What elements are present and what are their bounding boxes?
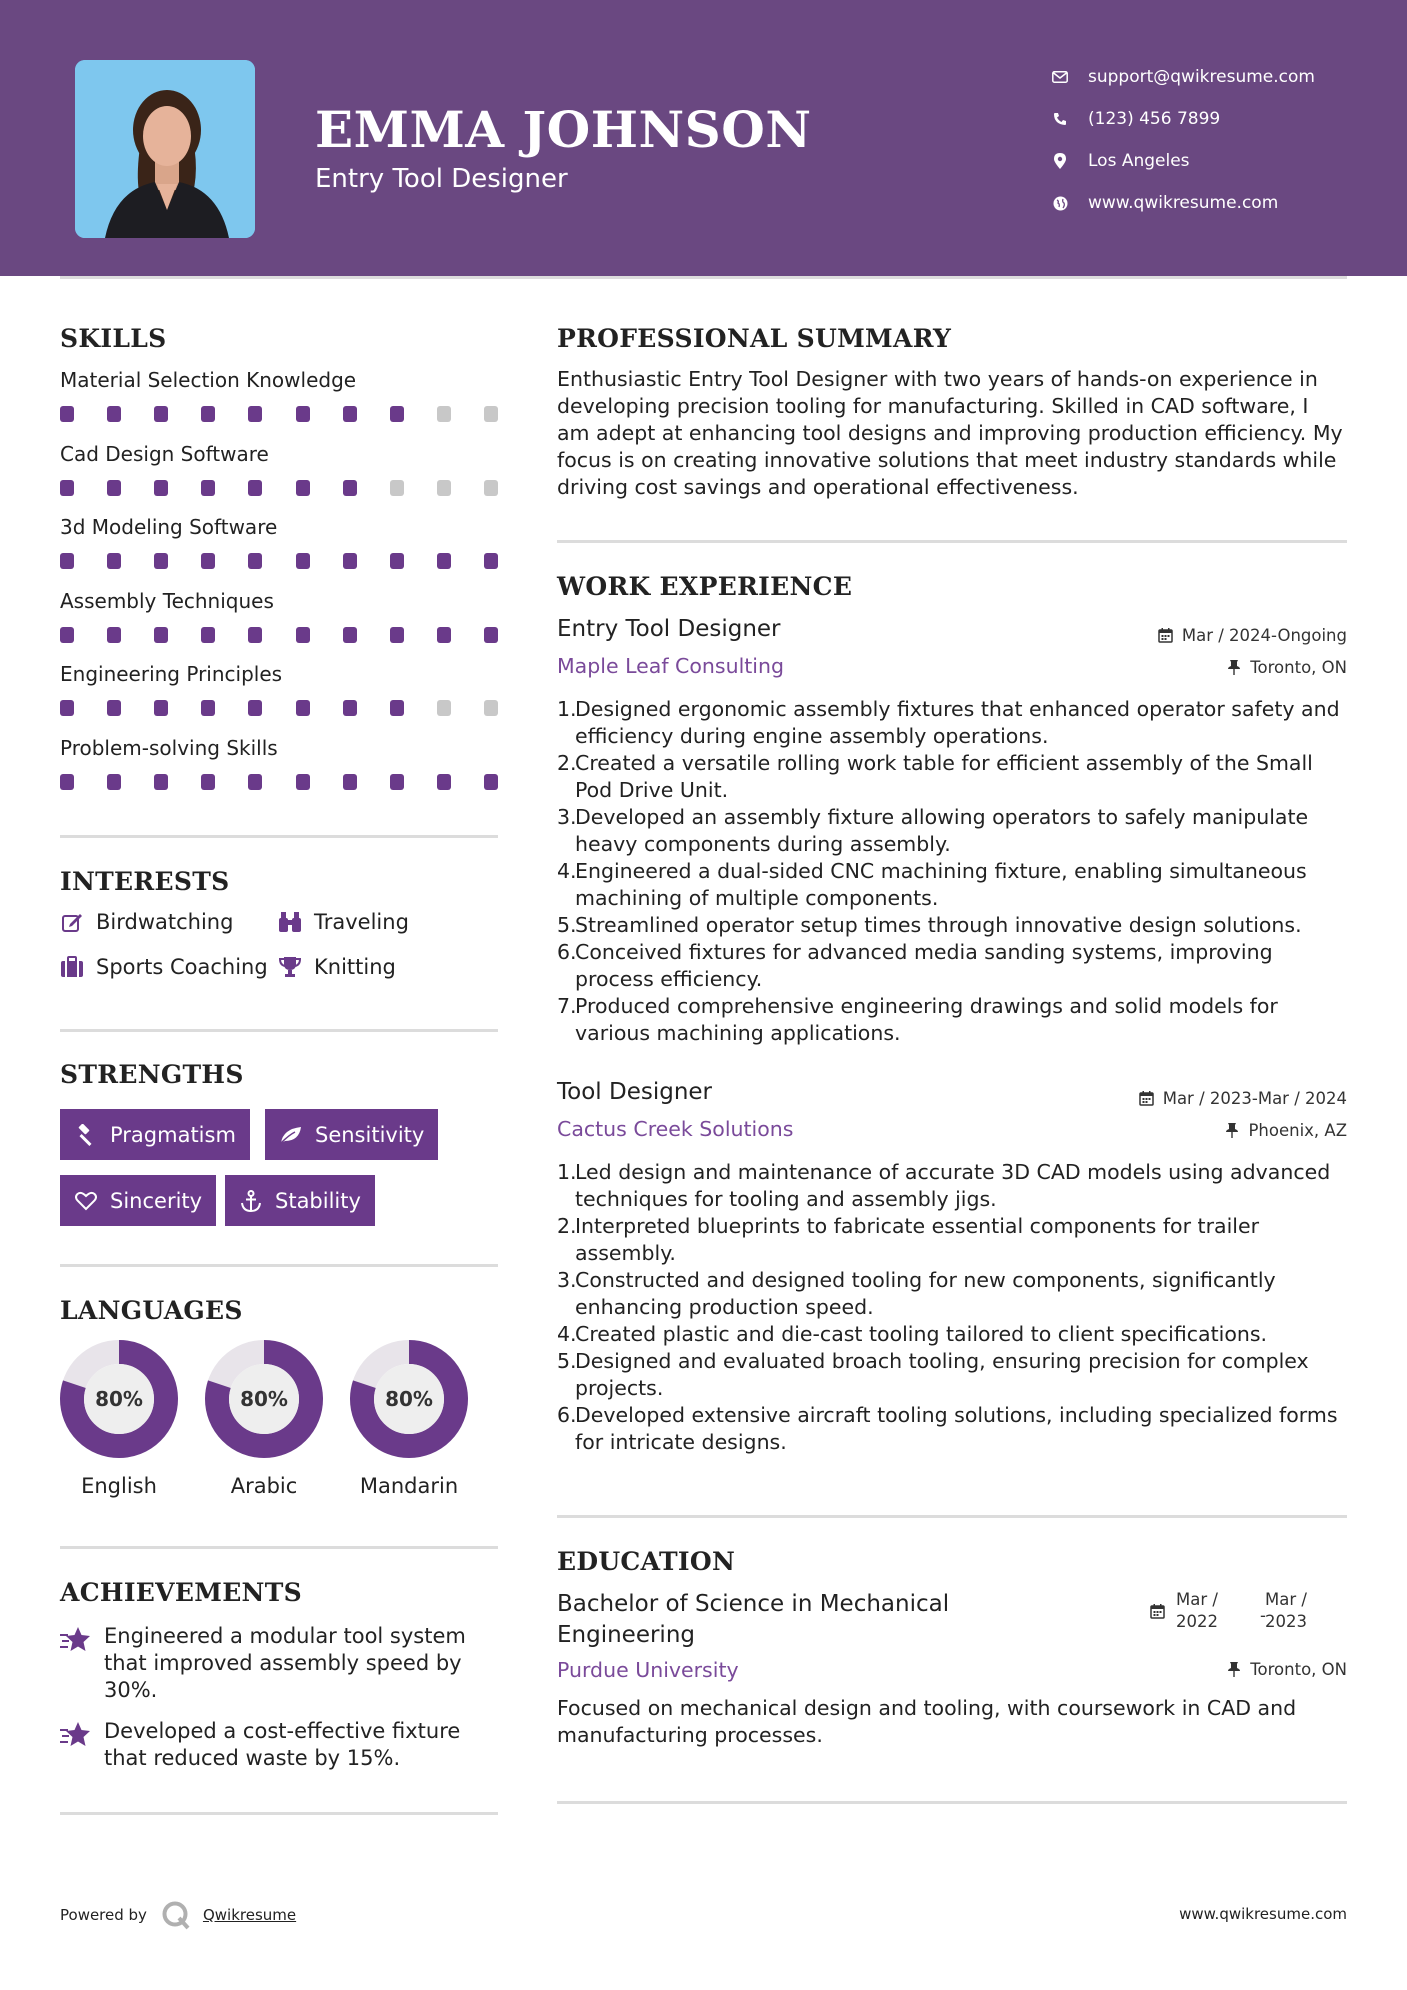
bullet-text: Designed and evaluated broach tooling, ensuring precision for complex projects. — [575, 1349, 1309, 1400]
skill-rating — [60, 700, 498, 716]
interests-divider — [60, 1029, 498, 1032]
bullet-text: Conceived fixtures for advanced media sanding systems, improving process efficiency. — [575, 940, 1273, 991]
skill-rating-dot — [201, 480, 215, 496]
language-percent: 80% — [95, 1387, 143, 1411]
job-company: Maple Leaf Consulting — [557, 654, 785, 678]
phone-icon — [1050, 109, 1070, 129]
skill-rating-dot — [296, 406, 310, 422]
calendar-icon — [1139, 1091, 1155, 1107]
skill-rating-dot — [296, 774, 310, 790]
bullet-number: 1. — [557, 1160, 577, 1184]
education-location-text: Toronto, ON — [1250, 1660, 1347, 1679]
strength-pragmatism — [60, 1109, 250, 1160]
job-title: Tool Designer — [557, 1079, 713, 1105]
skill-rating — [60, 774, 498, 790]
job-dates — [1139, 1089, 1347, 1108]
job-location — [1224, 1121, 1347, 1140]
skill-item — [60, 736, 498, 810]
bullet-number: 6. — [557, 940, 577, 964]
trophy-icon — [278, 955, 302, 979]
skill-rating-dot — [296, 627, 310, 643]
contact-list — [1050, 56, 1390, 224]
skill-rating-dot — [437, 480, 451, 496]
strength-label: Stability — [275, 1188, 361, 1213]
skill-rating-dot — [107, 627, 121, 643]
calendar-icon — [1158, 628, 1174, 644]
education-location — [1226, 1660, 1347, 1679]
bullet-text: Developed extensive aircraft tooling solutions, including specialized forms for intricate designs. — [575, 1403, 1338, 1454]
skills-heading: SKILLS — [60, 324, 167, 353]
edu-end-month: Mar / — [1265, 1590, 1307, 1609]
contact-email-text: support@qwikresume.com — [1088, 67, 1315, 87]
skill-rating-dot — [248, 627, 262, 643]
skill-rating-dot — [60, 627, 74, 643]
skill-rating-dot — [390, 480, 404, 496]
bullet-number: 4. — [557, 859, 577, 883]
job-bullets — [557, 1159, 1352, 1456]
skill-rating-dot — [107, 553, 121, 569]
skill-rating-dot — [154, 627, 168, 643]
skill-rating-dot — [390, 553, 404, 569]
bullet-number: 3. — [557, 805, 577, 829]
pushpin-icon — [1226, 1662, 1242, 1678]
skill-rating-dot — [201, 700, 215, 716]
bullet-number: 5. — [557, 913, 577, 937]
language-item — [348, 1338, 470, 1498]
strengths-divider — [60, 1264, 498, 1267]
skill-rating-dot — [201, 553, 215, 569]
bullet-text: Led design and maintenance of accurate 3D CAD models using advanced techniques for tooling and assembly jigs. — [575, 1160, 1331, 1211]
skill-rating-dot — [296, 700, 310, 716]
skill-rating-dot — [154, 406, 168, 422]
skill-rating-dot — [296, 553, 310, 569]
bullet-number: 1. — [557, 697, 577, 721]
skill-rating-dot — [248, 700, 262, 716]
skill-rating-dot — [390, 627, 404, 643]
achievements-heading: ACHIEVEMENTS — [60, 1578, 302, 1607]
language-item — [58, 1338, 180, 1498]
powered-by-label: Powered by — [60, 1906, 147, 1924]
skill-rating-dot — [154, 700, 168, 716]
job-location — [1226, 658, 1347, 677]
anchor-icon — [239, 1189, 263, 1213]
skill-rating-dot — [484, 553, 498, 569]
skill-rating-dot — [343, 627, 357, 643]
language-label: Mandarin — [359, 1474, 459, 1498]
header-divider — [60, 276, 1347, 279]
job-title: Entry Tool Designer — [557, 616, 781, 642]
strength-label: Sincerity — [110, 1188, 203, 1213]
skill-rating-dot — [60, 553, 74, 569]
job-dates-text: Mar / 2024-Ongoing — [1181, 626, 1347, 645]
job-bullet — [557, 1321, 1352, 1348]
strengths-heading: STRENGTHS — [60, 1060, 244, 1089]
contact-website-text: www.qwikresume.com — [1088, 193, 1279, 213]
pushpin-icon — [1224, 1123, 1240, 1139]
contact-email[interactable] — [1050, 56, 1390, 98]
interest-sports-coaching — [60, 955, 268, 979]
job-bullet — [557, 993, 1352, 1047]
experience-divider — [557, 1515, 1347, 1518]
language-percent: 80% — [240, 1387, 288, 1411]
skill-rating-dot — [107, 406, 121, 422]
job-company: Cactus Creek Solutions — [557, 1117, 794, 1141]
skill-rating-dot — [107, 700, 121, 716]
bullet-text: Created plastic and die-cast tooling tailored to client specifications. — [575, 1322, 1268, 1346]
job-bullet — [557, 912, 1352, 939]
profile-photo — [75, 60, 255, 238]
skill-name: 3d Modeling Software — [60, 515, 278, 539]
bullet-text: Developed an assembly fixture allowing operators to safely manipulate heavy components during assembly. — [575, 805, 1309, 856]
interest-birdwatching — [60, 910, 233, 934]
job-bullet — [557, 858, 1352, 912]
job-bullet — [557, 1348, 1352, 1402]
strength-sincerity — [60, 1175, 216, 1226]
briefcase-icon — [60, 955, 84, 979]
skill-rating-dot — [437, 700, 451, 716]
skills-divider — [60, 835, 498, 838]
edu-date-dash: - — [1260, 1606, 1266, 1625]
skill-rating-dot — [343, 406, 357, 422]
skill-rating-dot — [437, 627, 451, 643]
job-bullet — [557, 1402, 1352, 1456]
bullet-text: Interpreted blueprints to fabricate essential components for trailer assembly. — [575, 1214, 1260, 1265]
achievement-text: Developed a cost-effective fixture that reduced waste by 15%. — [104, 1719, 461, 1770]
skills-list — [60, 368, 498, 809]
bullet-number: 2. — [557, 751, 577, 775]
skill-name: Engineering Principles — [60, 662, 283, 686]
interest-label: Knitting — [314, 955, 396, 979]
leaf-icon — [279, 1123, 303, 1147]
skill-item — [60, 589, 498, 663]
edu-start-month: Mar / — [1176, 1590, 1218, 1609]
bullet-text: Created a versatile rolling work table for efficient assembly of the Small Pod Drive Unit. — [575, 751, 1313, 802]
skill-item — [60, 515, 498, 589]
skill-rating-dot — [343, 774, 357, 790]
summary-heading: PROFESSIONAL SUMMARY — [557, 324, 952, 353]
bullet-number: 3. — [557, 1268, 577, 1292]
skill-rating-dot — [484, 627, 498, 643]
star-icon — [60, 1720, 92, 1752]
footer-website[interactable]: www.qwikresume.com — [1179, 1905, 1347, 1923]
contact-phone-text: (123) 456 7899 — [1088, 109, 1221, 129]
star-icon — [60, 1625, 92, 1657]
job-location-text: Toronto, ON — [1250, 658, 1347, 677]
globe-icon — [1050, 193, 1070, 213]
skill-rating-dot — [343, 553, 357, 569]
skill-rating-dot — [390, 406, 404, 422]
interest-knitting — [278, 955, 396, 979]
education-heading: EDUCATION — [557, 1547, 736, 1576]
language-donut — [58, 1338, 180, 1460]
bullet-text: Produced comprehensive engineering drawings and solid models for various machining applications. — [575, 994, 1278, 1045]
strength-label: Sensitivity — [315, 1122, 425, 1147]
interest-label: Traveling — [314, 910, 409, 934]
language-label: English — [81, 1474, 157, 1498]
skill-rating-dot — [201, 774, 215, 790]
skill-rating-dot — [484, 406, 498, 422]
skill-rating-dot — [60, 774, 74, 790]
language-donut — [203, 1338, 325, 1460]
degree-line-2: Engineering — [557, 1622, 695, 1648]
skill-rating — [60, 406, 498, 422]
skill-rating-dot — [437, 774, 451, 790]
skill-rating-dot — [154, 553, 168, 569]
contact-website[interactable] — [1050, 182, 1390, 224]
footer-powered-by — [60, 1900, 296, 1930]
qwikresume-logo-icon — [161, 1900, 191, 1930]
language-percent: 80% — [385, 1387, 433, 1411]
pushpin-icon — [1226, 660, 1242, 676]
skill-rating-dot — [343, 700, 357, 716]
achievement-item — [60, 1623, 500, 1704]
skill-name: Assembly Techniques — [60, 588, 274, 613]
skill-rating-dot — [343, 480, 357, 496]
edu-end-year: 2023 — [1265, 1612, 1307, 1631]
skill-item — [60, 442, 498, 516]
skill-rating — [60, 553, 498, 569]
experience-heading: WORK EXPERIENCE — [557, 572, 853, 601]
bullet-text: Streamlined operator setup times through innovative design solutions. — [575, 913, 1302, 937]
language-donut — [348, 1338, 470, 1460]
job-dates — [1158, 626, 1347, 645]
qwikresume-link[interactable]: Qwikresume — [202, 1906, 297, 1924]
contact-location-text: Los Angeles — [1088, 151, 1190, 171]
map-pin-icon — [1050, 151, 1070, 171]
job-bullet — [557, 1213, 1352, 1267]
achievements-divider — [60, 1812, 498, 1815]
bullet-number: 5. — [557, 1349, 577, 1373]
skill-rating-dot — [60, 480, 74, 496]
interest-traveling — [278, 910, 409, 934]
skill-rating-dot — [201, 406, 215, 422]
job-dates-text: Mar / 2023-Mar / 2024 — [1162, 1089, 1347, 1108]
pencil-square-icon — [60, 910, 84, 934]
skill-name: Problem-solving Skills — [60, 735, 278, 760]
bullet-number: 7. — [557, 994, 577, 1018]
skill-rating-dot — [248, 406, 262, 422]
education-divider — [557, 1801, 1347, 1804]
skill-rating-dot — [60, 700, 74, 716]
achievement-text: Engineered a modular tool system that improved assembly speed by 30%. — [104, 1624, 466, 1702]
gavel-icon — [74, 1123, 98, 1147]
bullet-number: 4. — [557, 1322, 577, 1346]
languages-heading: LANGUAGES — [60, 1296, 243, 1325]
bullet-number: 2. — [557, 1214, 577, 1238]
bullet-text: Designed ergonomic assembly fixtures that enhanced operator safety and efficiency during engine assembly operations. — [575, 697, 1340, 748]
contact-location — [1050, 140, 1390, 182]
envelope-icon — [1050, 67, 1070, 87]
job-bullet — [557, 1267, 1352, 1321]
language-label: Arabic — [230, 1474, 298, 1498]
skill-rating-dot — [437, 406, 451, 422]
skill-rating-dot — [248, 553, 262, 569]
school-name: Purdue University — [557, 1658, 739, 1682]
skill-rating-dot — [484, 700, 498, 716]
candidate-title: Entry Tool Designer — [315, 164, 568, 194]
bullet-text: Engineered a dual-sided CNC machining fixture, enabling simultaneous machining of multiple components. — [575, 859, 1307, 910]
header-banner — [0, 0, 1407, 276]
bullet-number: 6. — [557, 1403, 577, 1427]
skill-rating-dot — [437, 553, 451, 569]
language-item — [203, 1338, 325, 1498]
strength-sensitivity — [265, 1109, 438, 1160]
edu-start-year: 2022 — [1176, 1612, 1218, 1631]
job-bullets — [557, 696, 1352, 1047]
bullet-text: Constructed and designed tooling for new components, significantly enhancing production speed. — [575, 1268, 1276, 1319]
strength-label: Pragmatism — [110, 1122, 236, 1147]
skill-item — [60, 662, 498, 736]
job-bullet — [557, 939, 1352, 993]
education-description: Focused on mechanical design and tooling, with coursework in CAD and manufacturing processes. — [557, 1696, 1297, 1747]
summary-text: Enthusiastic Entry Tool Designer with two years of hands-on experience in developing precision tooling for manufacturing. Skilled in CAD software, I am adept at enhancing tool designs and improving production efficiency. My focus is on creating innovative solutions that meet industry standards while driving cost savings and operational effectiveness. — [557, 367, 1343, 499]
skill-rating-dot — [484, 480, 498, 496]
interest-label: Sports Coaching — [96, 955, 268, 979]
skill-rating — [60, 480, 498, 496]
skill-rating — [60, 627, 498, 643]
skill-rating-dot — [154, 480, 168, 496]
candidate-name: EMMA JOHNSON — [315, 100, 812, 159]
languages-divider — [60, 1546, 498, 1549]
interests-heading: INTERESTS — [60, 867, 230, 896]
skill-item — [60, 368, 498, 442]
skill-rating-dot — [484, 774, 498, 790]
calendar-icon — [1150, 1604, 1165, 1623]
achievement-item — [60, 1718, 500, 1772]
skill-rating-dot — [390, 774, 404, 790]
contact-phone[interactable] — [1050, 98, 1390, 140]
summary-divider — [557, 540, 1347, 543]
skill-rating-dot — [154, 774, 168, 790]
job-bullet — [557, 750, 1352, 804]
skill-rating-dot — [248, 774, 262, 790]
skill-name: Cad Design Software — [60, 441, 269, 466]
job-bullet — [557, 1159, 1352, 1213]
skill-rating-dot — [296, 480, 310, 496]
skill-rating-dot — [390, 700, 404, 716]
skill-name: Material Selection Knowledge — [60, 368, 357, 392]
skill-rating-dot — [248, 480, 262, 496]
heart-icon — [74, 1189, 98, 1213]
skill-rating-dot — [107, 774, 121, 790]
skill-rating-dot — [107, 480, 121, 496]
strength-stability — [225, 1175, 375, 1226]
degree-line-1: Bachelor of Science in Mechanical — [557, 1591, 950, 1617]
binoculars-icon — [278, 910, 302, 934]
job-bullet — [557, 696, 1352, 750]
skill-rating-dot — [201, 627, 215, 643]
job-location-text: Phoenix, AZ — [1248, 1121, 1347, 1140]
interest-label: Birdwatching — [96, 910, 234, 934]
education-dates — [1150, 1590, 1350, 1636]
job-bullet — [557, 804, 1352, 858]
skill-rating-dot — [60, 406, 74, 422]
